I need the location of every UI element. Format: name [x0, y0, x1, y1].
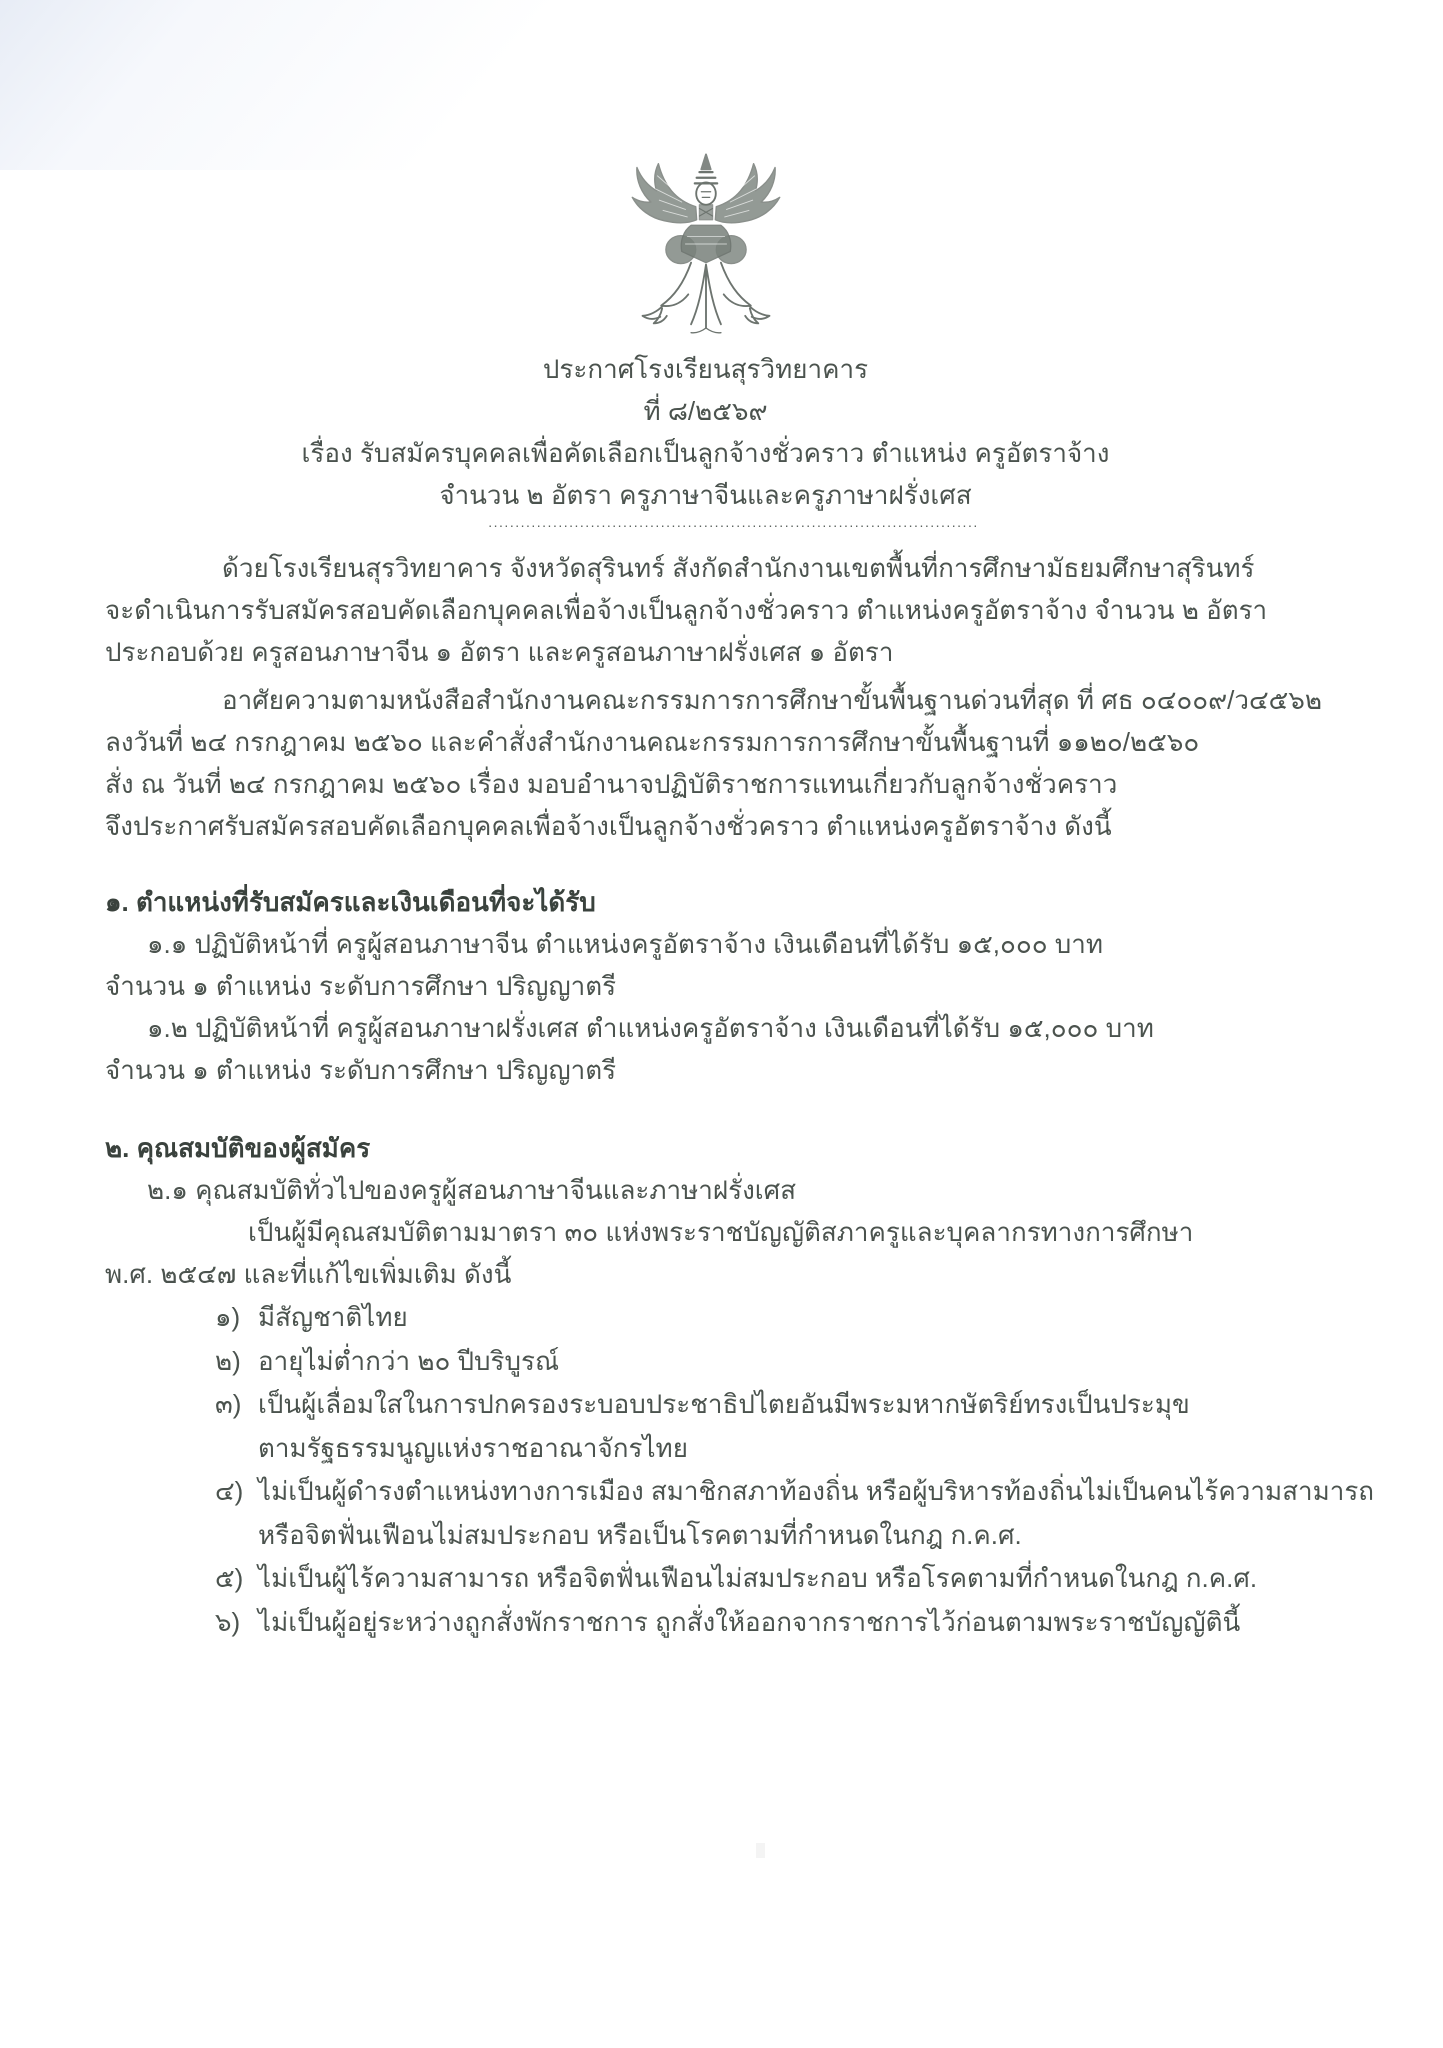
- qualification-list: [105, 1296, 1375, 1644]
- document-header: [0, 348, 1443, 516]
- qualification-number: ๔): [215, 1476, 244, 1506]
- qualification-number: ๓): [215, 1389, 242, 1419]
- qualification-item-2: [105, 1340, 1355, 1384]
- qualification-item-5: [105, 1557, 1355, 1601]
- subject-line-1: เรื่อง รับสมัครบุคคลเพื่อคัดเลือกเป็นลูกจ้างชั่วคราว ตำแหน่ง ครูอัตราจ้าง: [301, 438, 1110, 468]
- garuda-emblem-icon: [622, 148, 790, 340]
- paragraph1-line3: ประกอบด้วย ครูสอนภาษาจีน ๑ อัตรา และครูสอนภาษาฝรั่งเศส ๑ อัตรา: [105, 637, 894, 667]
- scan-speck: [756, 1843, 765, 1858]
- qualification-text: ไม่เป็นผู้ไร้ความสามารถ หรือจิตฟั่นเฟือนไม่สมประกอบ หรือโรคตามที่กำหนดในกฎ ก.ค.ศ.: [258, 1563, 1258, 1593]
- qualification-item-3-cont: ตามรัฐธรรมนูญแห่งราชอาณาจักรไทย: [258, 1432, 688, 1463]
- qualification-text: มีสัญชาติไทย: [258, 1302, 408, 1332]
- paragraph2-line4: จึงประกาศรับสมัครสอบคัดเลือกบุคคลเพื่อจ้างเป็นลูกจ้างชั่วคราว ตำแหน่งครูอัตราจ้าง ดังนี้: [105, 811, 1112, 841]
- section1-item1-line2: จำนวน ๑ ตำแหน่ง ระดับการศึกษา ปริญญาตรี: [105, 971, 617, 1001]
- qualification-item-1: [105, 1296, 1355, 1340]
- qualification-number: ๕): [215, 1563, 244, 1593]
- scan-corner-shadow: [0, 0, 760, 170]
- qualification-item-6: [105, 1601, 1355, 1645]
- doc-number: ที่ ๘/๒๕๖๙: [643, 396, 768, 426]
- section2-intro-line1: เป็นผู้มีคุณสมบัติตามมาตรา ๓๐ แห่งพระราชบัญญัติสภาครูและบุคลากรทางการศึกษา: [248, 1217, 1194, 1247]
- section1-item2-line1: ๑.๒ ปฏิบัติหน้าที่ ครูผู้สอนภาษาฝรั่งเศส ตำแหน่งครูอัตราจ้าง เงินเดือนที่ได้รับ ๑๕,๐๐๐ บาท: [147, 1013, 1154, 1043]
- section2-heading: ๒. คุณสมบัติของผู้สมัคร: [105, 1133, 371, 1163]
- paragraph1-line2: จะดำเนินการรับสมัครสอบคัดเลือกบุคคลเพื่อจ้างเป็นลูกจ้างชั่วคราว ตำแหน่งครูอัตราจ้าง จำนวน ๒ อัตรา: [105, 595, 1268, 625]
- paragraph2-line3: สั่ง ณ วันที่ ๒๔ กรกฎาคม ๒๕๖๐ เรื่อง มอบอำนาจปฏิบัติราชการแทนเกี่ยวกับลูกจ้างชั่วคราว: [105, 769, 1118, 799]
- paragraph2-line1: อาศัยความตามหนังสือสำนักงานคณะกรรมการการศึกษาขั้นพื้นฐานด่วนที่สุด ที่ ศธ ๐๔๐๐๙/ว๔๕๖๒: [222, 685, 1322, 715]
- announcement-title: ประกาศโรงเรียนสุรวิทยาคาร: [542, 354, 869, 384]
- qualification-number: ๖): [215, 1606, 241, 1637]
- document-body: [105, 547, 1375, 1644]
- qualification-item-4-cont: หรือจิตฟั่นเฟือนไม่สมประกอบ หรือเป็นโรคตามที่กำหนดในกฎ ก.ค.ศ.: [258, 1519, 1022, 1550]
- dotted-divider: ...........................................................................................: [488, 514, 979, 530]
- qualification-text: ไม่เป็นผู้ดำรงตำแหน่งทางการเมือง สมาชิกสภาท้องถิ่น หรือผู้บริหารท้องถิ่นไม่เป็นคนไร้ความสามารถ: [258, 1476, 1375, 1506]
- qualification-number: ๑): [215, 1302, 241, 1332]
- section1-heading: ๑. ตำแหน่งที่รับสมัครและเงินเดือนที่จะได้รับ: [105, 887, 596, 917]
- qualification-text: ไม่เป็นผู้อยู่ระหว่างถูกสั่งพักราชการ ถูกสั่งให้ออกจากราชการไว้ก่อนตามพระราชบัญญัตินี้: [258, 1606, 1241, 1637]
- paragraph2-line2: ลงวันที่ ๒๔ กรกฎาคม ๒๕๖๐ และคำสั่งสำนักงานคณะกรรมการการศึกษาขั้นพื้นฐานที่ ๑๑๒๐/๒๕๖๐: [105, 727, 1200, 757]
- qualification-item-4: [105, 1470, 1375, 1514]
- qualification-item-3: [105, 1383, 1355, 1427]
- section1-item2-line2: จำนวน ๑ ตำแหน่ง ระดับการศึกษา ปริญญาตรี: [105, 1055, 617, 1085]
- qualification-number: ๒): [215, 1345, 241, 1376]
- section2-subheading: ๒.๑ คุณสมบัติทั่วไปของครูผู้สอนภาษาจีนและภาษาฝรั่งเศส: [147, 1175, 797, 1205]
- section2-intro-line2: พ.ศ. ๒๕๔๗ และที่แก้ไขเพิ่มเติม ดังนี้: [105, 1259, 512, 1289]
- qualification-text: เป็นผู้เลื่อมใสในการปกครองระบอบประชาธิปไตยอันมีพระมหากษัตริย์ทรงเป็นประมุข: [258, 1389, 1190, 1419]
- subject-line-2: จำนวน ๒ อัตรา ครูภาษาจีนและครูภาษาฝรั่งเศส: [439, 480, 972, 510]
- section1-item1-line1: ๑.๑ ปฏิบัติหน้าที่ ครูผู้สอนภาษาจีน ตำแหน่งครูอัตราจ้าง เงินเดือนที่ได้รับ ๑๕,๐๐๐ บาท: [147, 929, 1104, 959]
- qualification-text: อายุไม่ต่ำกว่า ๒๐ ปีบริบูรณ์: [258, 1345, 560, 1376]
- paragraph1-line1: ด้วยโรงเรียนสุรวิทยาคาร จังหวัดสุรินทร์ สังกัดสำนักงานเขตพื้นที่การศึกษามัธยมศึกษาสุรินทร์: [222, 553, 1255, 583]
